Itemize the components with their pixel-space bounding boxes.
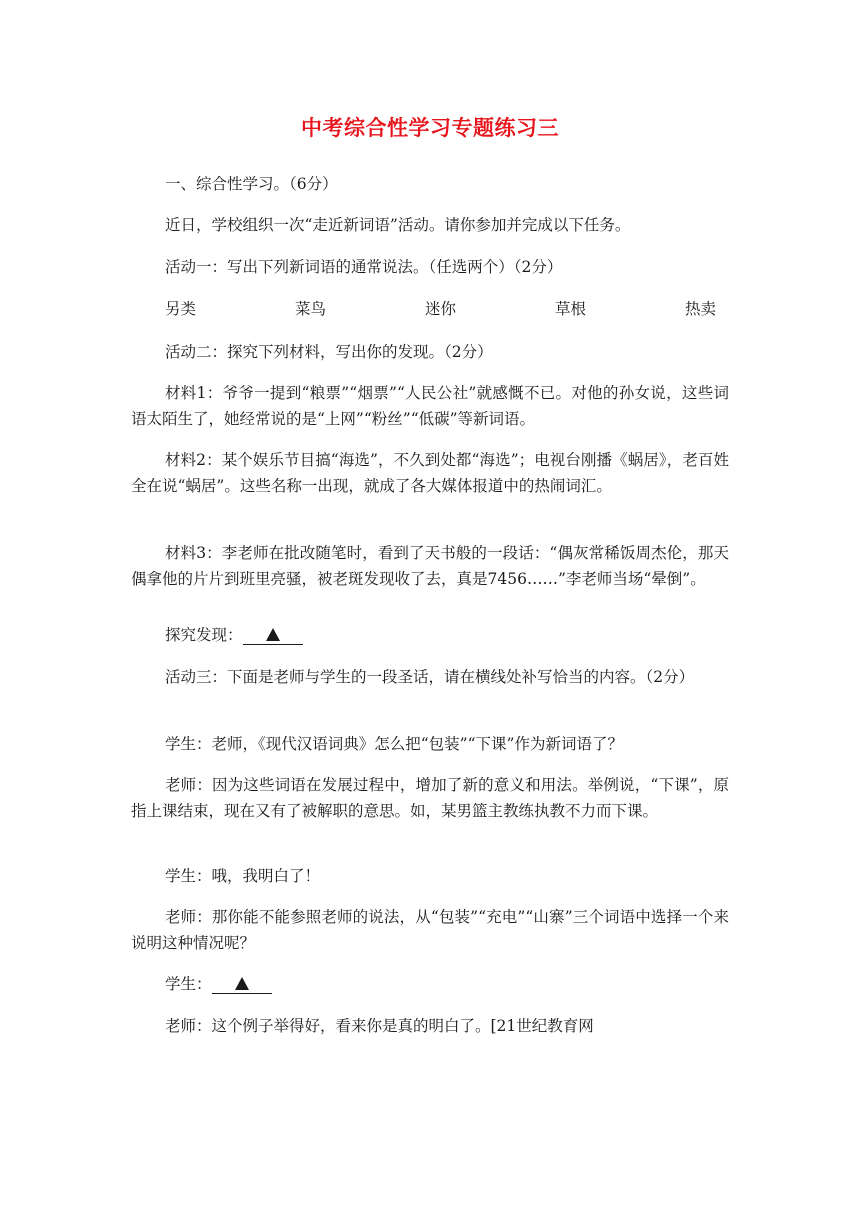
intro-paragraph: 近日，学校组织一次“走近新词语”活动。请你参加并完成以下任务。	[165, 216, 631, 234]
dialogue-student-2: 学生：哦，我明白了！	[165, 867, 321, 885]
word-item: 草根	[555, 300, 587, 318]
triangle-marker-icon	[266, 628, 280, 641]
activity2-prompt: 活动二：探究下列材料，写出你的发现。（2分）	[165, 343, 493, 361]
word-item: 菜鸟	[295, 300, 327, 318]
answer-blank[interactable]	[243, 626, 303, 645]
answer-blank[interactable]	[212, 975, 272, 994]
material-2: 材料2：某个娱乐节目搞“海选”，不久到处都“海选”；电视台刚播《蜗居》，老百姓全在说“蜗居”。这些名称一出现，就成了各大媒体报道中的热闹词汇。	[131, 451, 729, 495]
word-item: 另类	[165, 300, 197, 318]
dialogue-teacher-1: 老师：因为这些词语在发展过程中，增加了新的意义和用法。举例说，“下课”，原指上课结束，现在又有了被解职的意思。如，某男篮主教练执教不力而下课。	[131, 776, 729, 820]
dialogue-teacher-3: 老师：这个例子举得好，看来你是真的明白了。[21世纪教育网	[165, 1017, 594, 1035]
new-words-list	[165, 296, 729, 322]
activity1-prompt: 活动一：写出下列新词语的通常说法。（任选两个）（2分）	[165, 258, 563, 276]
triangle-marker-icon	[235, 977, 249, 990]
finding-line	[131, 622, 729, 648]
dialogue-student-1: 学生：老师，《现代汉语词典》怎么把“包装”“下课”作为新词语了？	[165, 735, 623, 753]
material-1: 材料1：爷爷一提到“粮票”“烟票”“人民公社”就感慨不已。对他的孙女说，这些词语太陌生了，她经常说的是“上网”“粉丝”“低碳”等新词语。	[131, 384, 729, 428]
activity3-prompt: 活动三：下面是老师与学生的一段圣话，请在横线处补写恰当的内容。（2分）	[165, 668, 695, 686]
word-item: 热卖	[685, 300, 717, 318]
student-label: 学生：	[165, 975, 212, 993]
document-title: 中考综合性学习专题练习三	[301, 115, 559, 140]
section-heading: 一、综合性学习。（6分）	[165, 175, 338, 193]
dialogue-teacher-2: 老师：那你能不能参照老师的说法，从“包装”“充电”“山寨”三个词语中选择一个来说明这种情况呢？	[131, 908, 729, 952]
material-3: 材料3：李老师在批改随笔时，看到了天书般的一段话：“偶灰常稀饭周杰伦，那天偶拿他的片片到班里亮骚，被老斑发现收了去，真是7456……”李老师当场“晕倒”。	[131, 544, 729, 588]
finding-label: 探究发现：	[165, 626, 243, 644]
dialogue-student-answer-line	[131, 971, 729, 997]
word-item: 迷你	[425, 300, 457, 318]
